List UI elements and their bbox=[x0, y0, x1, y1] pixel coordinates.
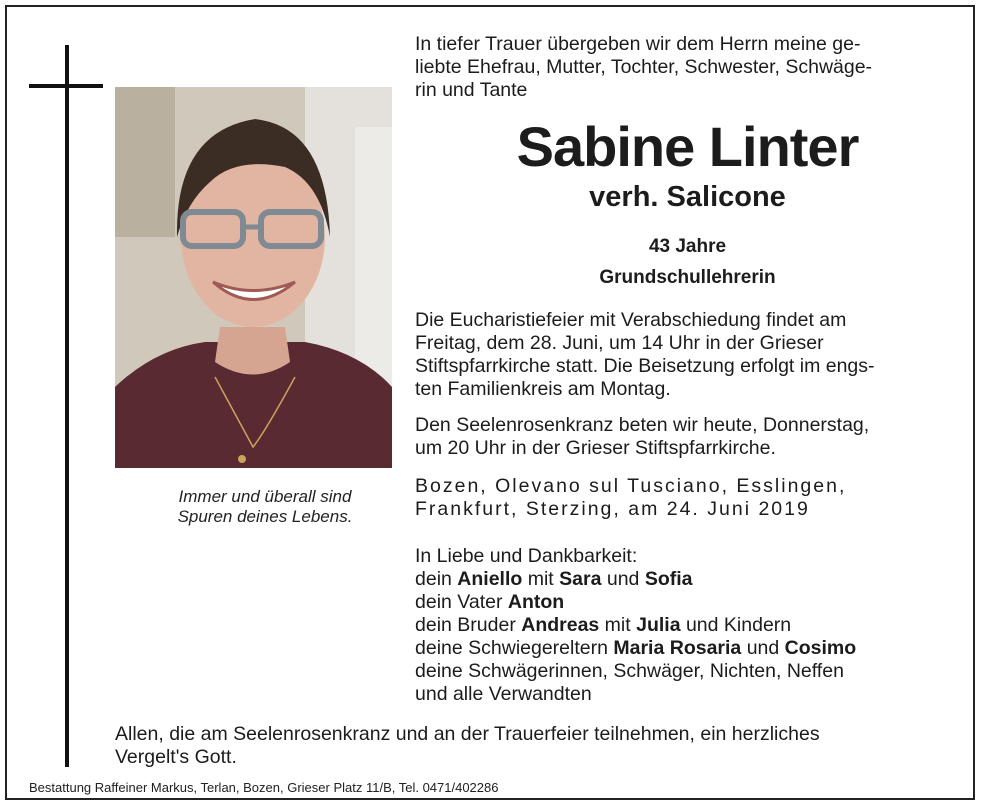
mourner-name: Andreas bbox=[521, 614, 600, 636]
mourner-row bbox=[415, 568, 960, 591]
mourner-text: und bbox=[601, 568, 645, 590]
mourner-name: Sofia bbox=[644, 568, 693, 590]
place-line: Bozen, Olevano sul Tusciano, Esslingen, bbox=[415, 475, 847, 497]
mourner-text: deine Schwägerinnen, Schwäger, Nichten, Neffen bbox=[415, 660, 844, 682]
mourner-row bbox=[415, 683, 960, 706]
mass-line: ten Familienkreis am Montag. bbox=[415, 378, 671, 400]
portrait-photo bbox=[115, 87, 392, 468]
mourner-name: Cosimo bbox=[784, 637, 857, 659]
mourner-text: und bbox=[741, 637, 785, 659]
photo-caption-line: Immer und überall sind bbox=[178, 487, 352, 506]
mass-line: Freitag, dem 28. Juni, um 14 Uhr in der Grieser bbox=[415, 332, 824, 354]
mourner-rows bbox=[415, 568, 960, 706]
closing-thanks bbox=[115, 723, 961, 769]
mourner-text: und Kindern bbox=[680, 614, 792, 636]
mourner-name: Anton bbox=[507, 591, 565, 613]
mourner-name: Sara bbox=[559, 568, 602, 590]
mourner-text: dein Vater bbox=[415, 591, 508, 613]
closing-line: Allen, die am Seelenrosenkranz und an der Trauerfeier teilnehmen, ein herzliches bbox=[115, 723, 820, 745]
profession: Grundschullehrerin bbox=[599, 267, 776, 288]
closing-line: Vergelt's Gott. bbox=[115, 746, 237, 768]
intro-line: rin und Tante bbox=[415, 79, 528, 101]
intro-text bbox=[415, 33, 960, 102]
deceased-name: Sabine Linter bbox=[516, 115, 859, 178]
mourner-row bbox=[415, 614, 960, 637]
mourner-row bbox=[415, 591, 960, 614]
photo-caption bbox=[115, 487, 415, 527]
mourner-text: und alle Verwandten bbox=[415, 683, 592, 705]
mourner-text: dein Bruder bbox=[415, 614, 522, 636]
mourner-name: Aniello bbox=[457, 568, 523, 590]
mourner-text: mit bbox=[599, 614, 637, 636]
mourner-name: Maria Rosaria bbox=[613, 637, 742, 659]
place-line: Frankfurt, Sterzing, am 24. Juni 2019 bbox=[415, 498, 810, 520]
mourner-row bbox=[415, 660, 960, 683]
rosary-line: um 20 Uhr in der Grieser Stiftspfarrkirche. bbox=[415, 437, 776, 459]
mass-line: Die Eucharistiefeier mit Verabschiedung findet am bbox=[415, 309, 847, 331]
place-and-date bbox=[415, 475, 960, 521]
funeral-home-footer: Bestattung Raffeiner Markus, Terlan, Bozen, Grieser Platz 11/B, Tel. 0471/402286 bbox=[29, 780, 499, 795]
intro-line: In tiefer Trauer übergeben wir dem Herrn meine ge- bbox=[415, 33, 861, 55]
mourner-text: deine Schwiegereltern bbox=[415, 637, 614, 659]
age: 43 Jahre bbox=[648, 236, 727, 257]
mourner-row bbox=[415, 637, 960, 660]
mourner-text: dein bbox=[415, 568, 458, 590]
mourners-heading: In Liebe und Dankbarkeit: bbox=[415, 545, 638, 567]
cross-icon-vertical bbox=[65, 45, 69, 767]
mourner-text: mit bbox=[522, 568, 560, 590]
intro-line: liebte Ehefrau, Mutter, Tochter, Schwester, Schwäge- bbox=[415, 56, 873, 78]
photo-caption-line: Spuren deines Lebens. bbox=[177, 507, 353, 526]
mourners-list bbox=[415, 545, 960, 706]
mourner-name: Julia bbox=[636, 614, 681, 636]
mass-line: Stiftspfarrkirche statt. Die Beisetzung erfolgt im engs- bbox=[415, 355, 875, 377]
mass-announcement bbox=[415, 309, 960, 401]
obituary-card bbox=[5, 5, 975, 800]
married-name: verh. Salicone bbox=[589, 181, 786, 213]
portrait-illustration bbox=[115, 87, 392, 468]
rosary-announcement bbox=[415, 414, 960, 460]
rosary-line: Den Seelenrosenkranz beten wir heute, Donnerstag, bbox=[415, 414, 870, 436]
cross-icon-horizontal bbox=[29, 84, 103, 88]
